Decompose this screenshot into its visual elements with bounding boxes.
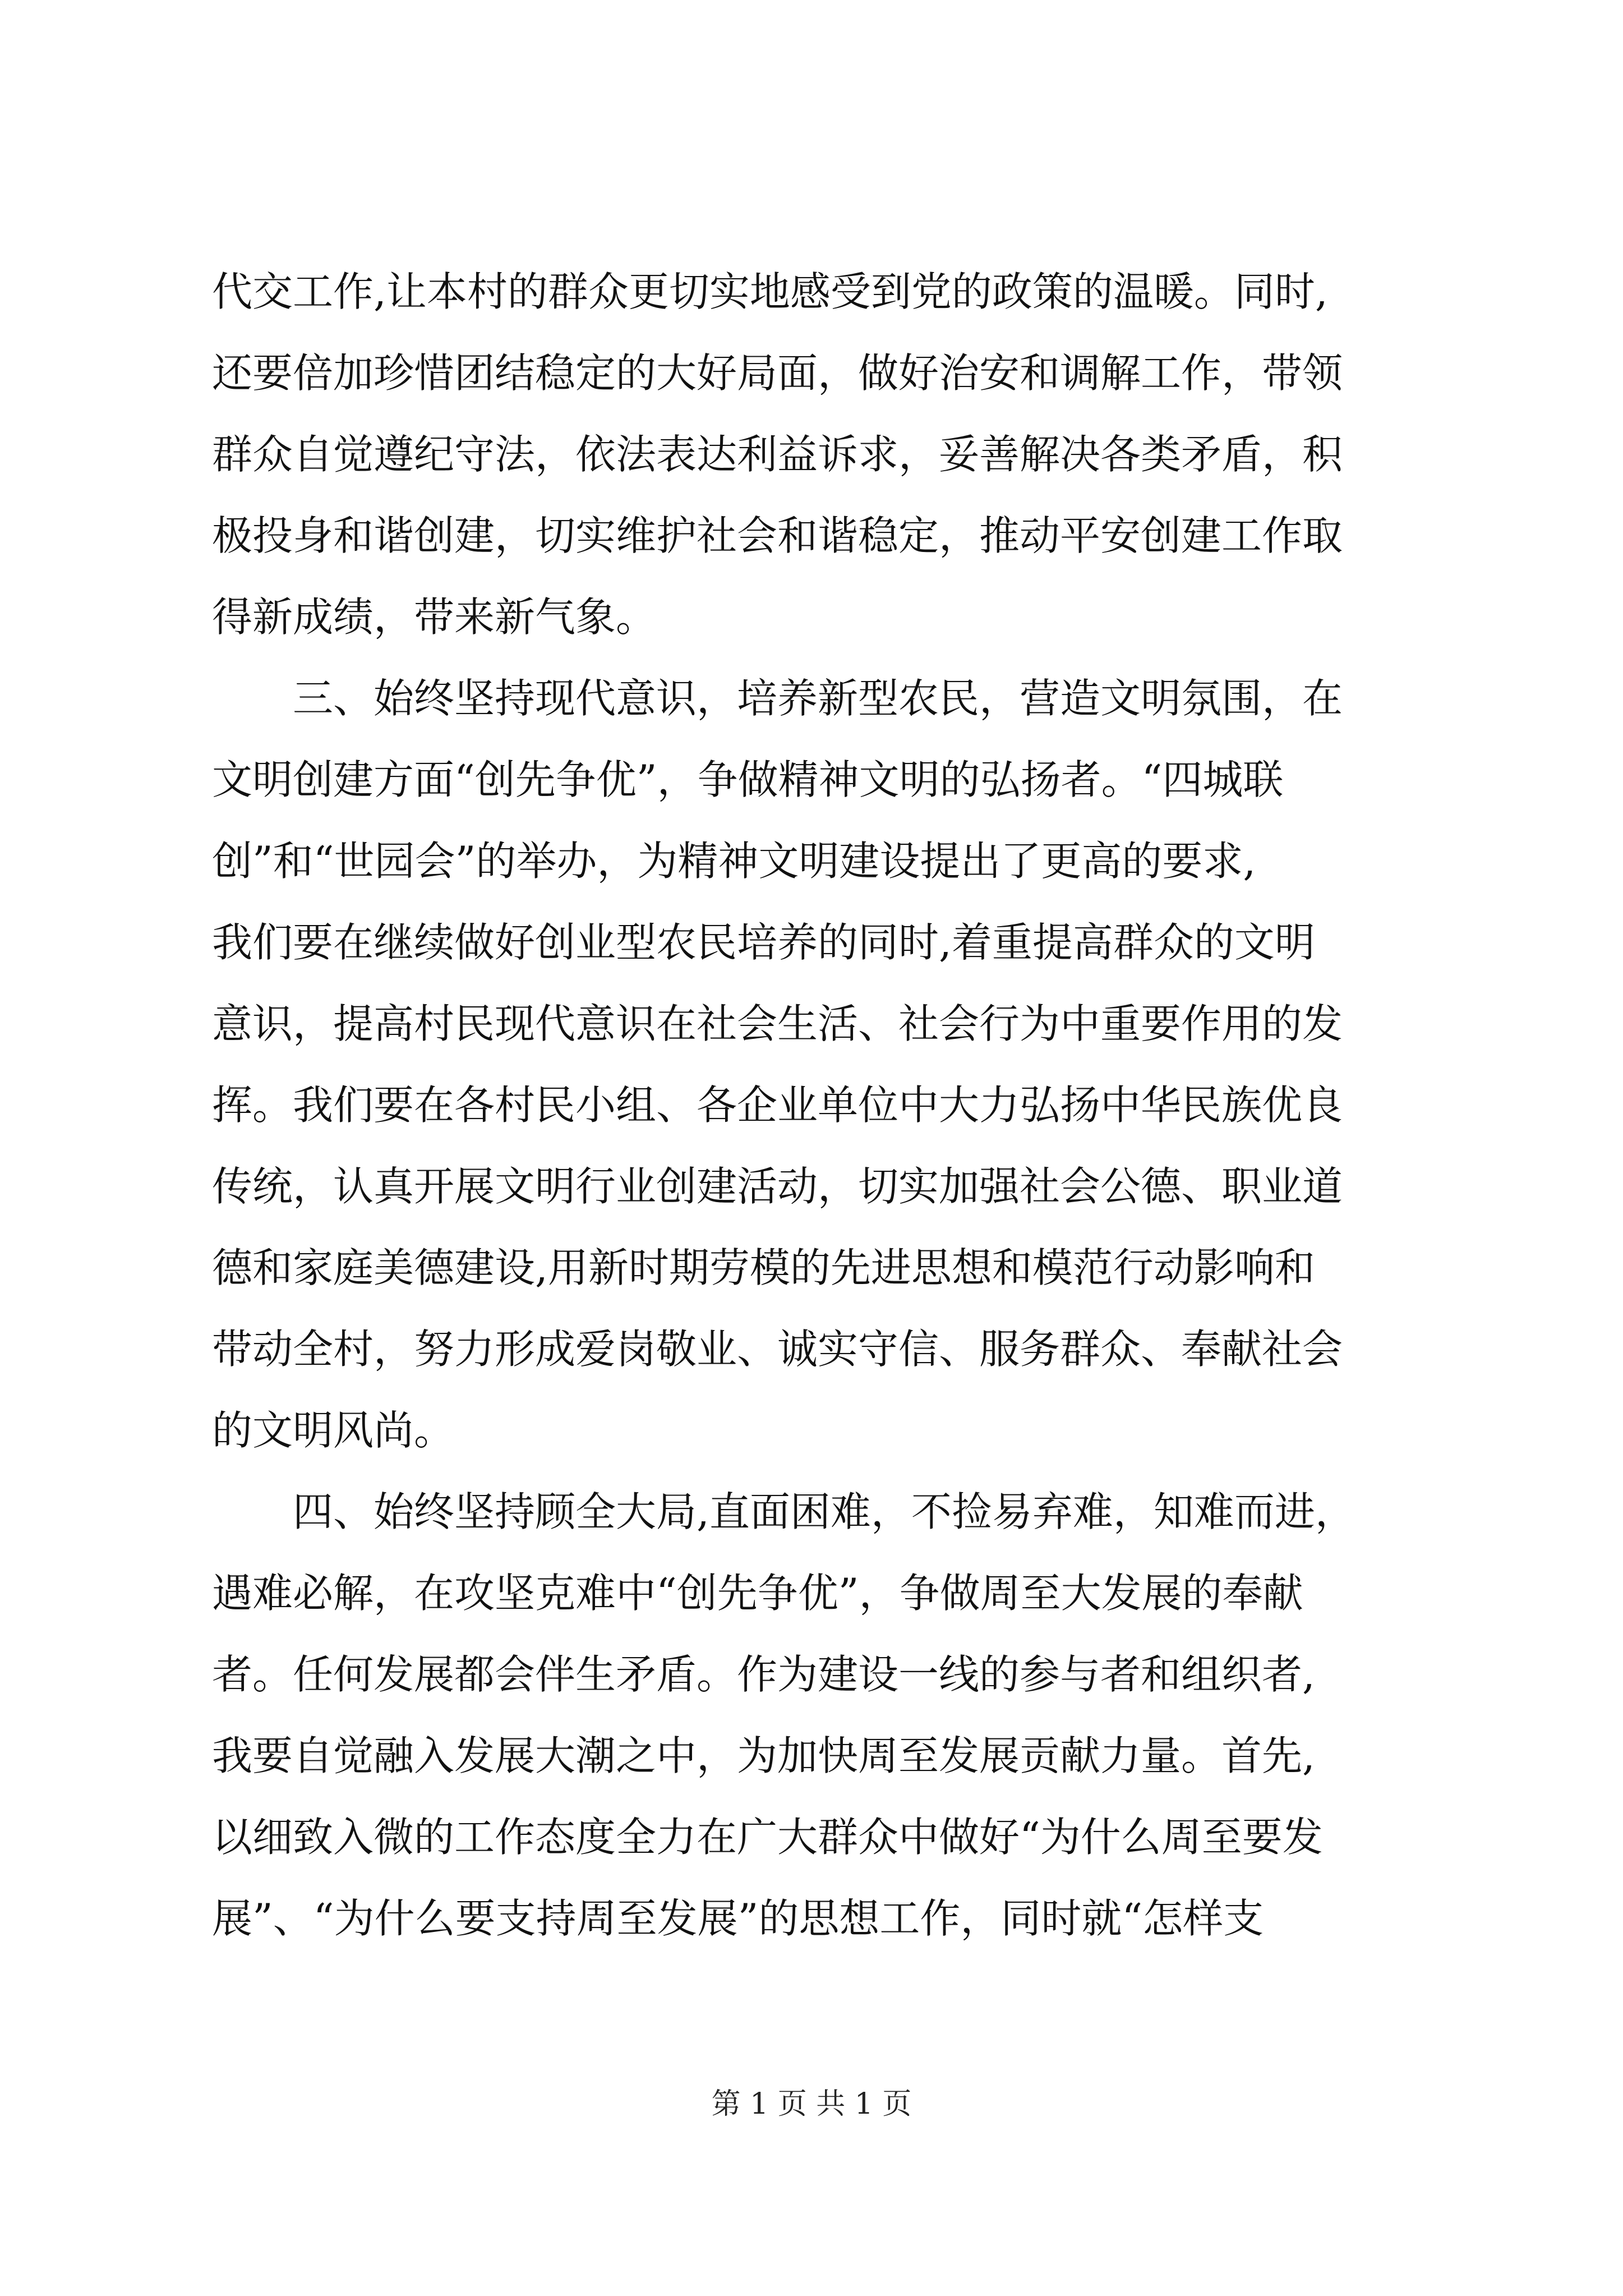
paragraph-three-start: 三、始终坚持现代意识，培养新型农民，营造文明氛围，在 [212, 675, 1343, 722]
text-line: 遇难必解，在攻坚克难中“创先争优”，争做周至大发展的奉献 [212, 1570, 1303, 1617]
document-body [212, 251, 1418, 1959]
text-line: 以细致入微的工作态度全力在广大群众中做好“为什么周至要发 [212, 1814, 1323, 1861]
text-line: 文明创建方面“创先争优”，争做精神文明的弘扬者。“四城联 [212, 756, 1284, 803]
text-line: 还要倍加珍惜团结稳定的大好局面，做好治安和调解工作，带领 [212, 349, 1343, 397]
text-line: 我要自觉融入发展大潮之中，为加快周至发展贡献力量。首先, [212, 1732, 1315, 1779]
text-line: 的文明风尚。 [212, 1407, 455, 1454]
text-line: 展”、“为什么要支持周至发展”的思想工作，同时就“怎样支 [212, 1895, 1264, 1942]
text-line: 极投身和谐创建，切实维护社会和谐稳定，推动平安创建工作取 [212, 512, 1343, 559]
text-line: 者。任何发展都会伴生矛盾。作为建设一线的参与者和组织者, [212, 1651, 1315, 1698]
text-line: 挥。我们要在各村民小组、各企业单位中大力弘扬中华民族优良 [212, 1082, 1343, 1129]
text-line: 意识，提高村民现代意识在社会生活、社会行为中重要作用的发 [212, 1000, 1343, 1047]
text-line: 德和家庭美德建设,用新时期劳模的先进思想和模范行动影响和 [212, 1244, 1315, 1291]
text-line: 得新成绩，带来新气象。 [212, 593, 657, 641]
page-number-label: 第 1 页 共 1 页 [711, 2087, 912, 2121]
text-line: 我们要在继续做好创业型农民培养的同时,着重提高群众的文明 [212, 919, 1315, 966]
text-line: 创”和“世园会”的举办，为精神文明建设提出了更高的要求, [212, 838, 1256, 885]
text-line: 代交工作,让本村的群众更切实地感受到党的政策的温暖。同时, [212, 268, 1328, 315]
paragraph-four-start: 四、始终坚持顾全大局,直面困难，不捡易弃难，知难而进， [212, 1488, 1355, 1535]
text-line: 群众自觉遵纪守法，依法表达利益诉求，妥善解决各类矛盾，积 [212, 431, 1343, 478]
text-line: 传统，认真开展文明行业创建活动，切实加强社会公德、职业道 [212, 1163, 1343, 1210]
text-line: 带动全村，努力形成爱岗敬业、诚实守信、服务群众、奉献社会 [212, 1326, 1343, 1373]
page-footer [0, 2085, 1623, 2124]
